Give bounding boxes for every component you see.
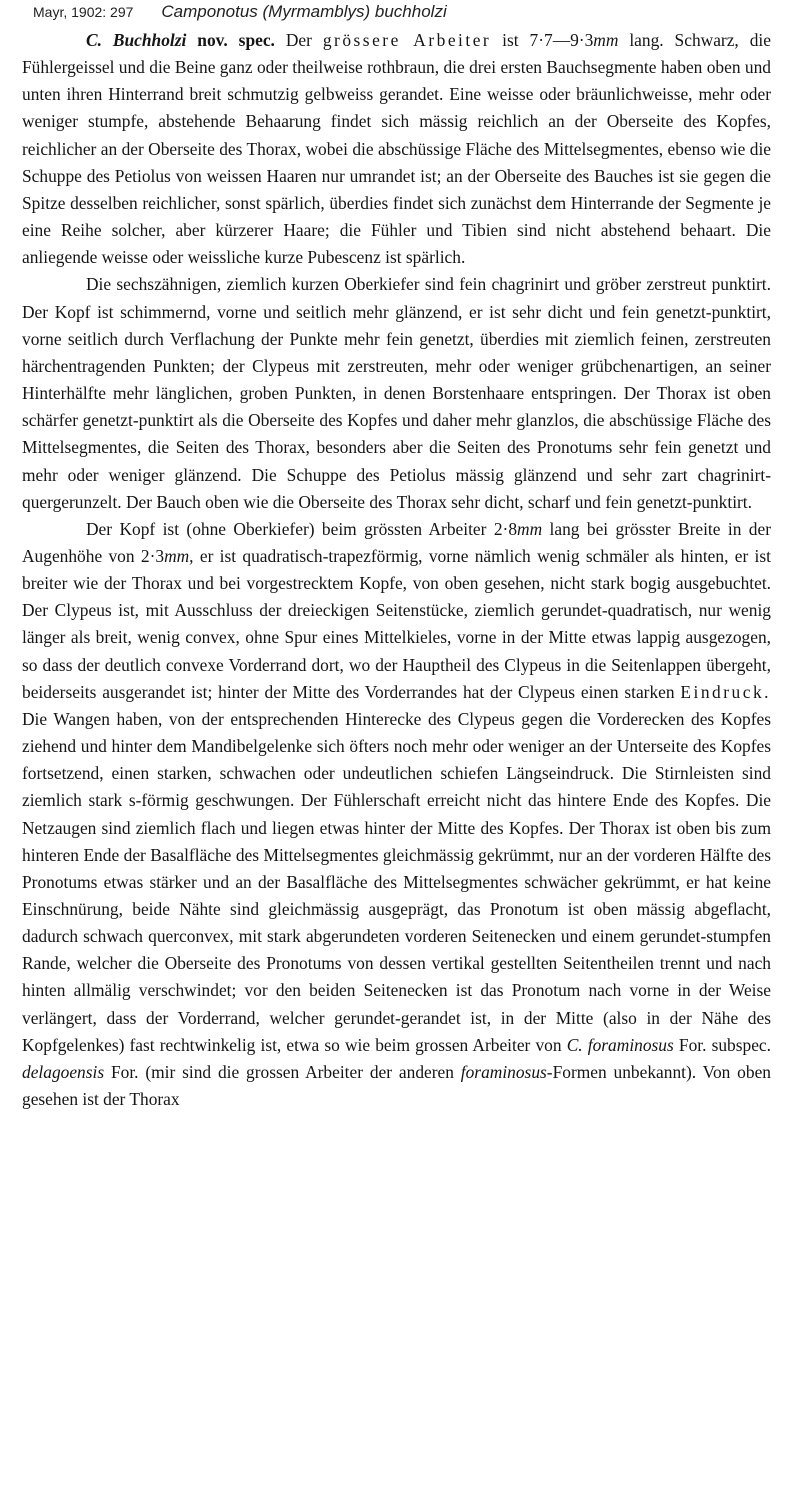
text-run: For. subspec. bbox=[673, 1034, 771, 1055]
paragraph-text: lang. Schwarz, die Fühlergeissel und die Beine ganz oder theilweise rothbraun, die drei ersten Bauchsegmente haben oben und unten ihren Hinterrand breit schmutzig gelbweiss gerandet. Eine weisse oder bräunlichweisse, mehr oder weniger stumpfe, abstehende Behaarung findet sich mässig reichlich an der Oberseite des Kopfes, reichlicher an der Oberseite des Thorax, wobei die abschüssige Fläche des Mittelsegmentes, ebenso wie die Schuppe des Petiolus von weissen Haaren nur umrandet ist; an der Oberseite des Bauches ist sie gegen die Spitze desselben reichlicher, sonst spärlich, überdies findet sich zunächst dem Hinterrande der Segmente je eine Reihe solcher, aber kürzerer Haare; die Fühler und Tibien sind nicht abstehend behaart. Die anliegende weisse oder weissliche kurze Pubescenz ist spärlich. bbox=[22, 30, 771, 268]
text-run: er ist quadratisch-trapezförmig, vorne nämlich wenig schmäler als hinten, er ist breiter wie der Thorax und bei vorgestrecktem Kopfe, von oben gesehen, nicht stark bogig ausgebuchtet. Der Clypeus ist, mit Ausschluss der dreieckigen Seitenstücke, ziemlich gerundet-quadratisch, nur wenig länger als breit, wenig convex, ohne Spur eines Mittelkieles, vorne in der Mitte etwas lappig ausgezogen, so dass der deutlich convexe Vorderrand dort, wo der Hauptheil des Clypeus in die Seitenlappen übergeht, beiderseits ausgerandet ist; hinter der Mitte des Vorderrandes hat der Clypeus einen starken bbox=[22, 545, 771, 702]
page-header bbox=[33, 2, 447, 24]
taxon-reference: delagoensis bbox=[22, 1061, 105, 1082]
document-body bbox=[22, 27, 771, 1113]
text-run: lang bei grösster Breite in der Augenhöhe von 2·3 bbox=[22, 518, 771, 566]
unit-mm: mm, bbox=[164, 545, 194, 566]
text-run: Die Wangen haben, von der entsprechenden Hinterecke des Clypeus gegen die Vorderecken des Kopfes ziehend und hinter dem Mandibelgelenke sich öfters noch mehr oder weniger an der Unterseite des Kopfes fortsetzend, einen starken, schwachen oder undeutlichen schiefen Längseindruck. Die Stirnleisten sind ziemlich stark s-förmig geschwungen. Der Fühlerschaft erreicht nicht das hintere Ende des Kopfes. Die Netzaugen sind ziemlich flach und liegen etwas hinter der Mitte des Kopfes. Der Thorax ist oben bis zum hinteren Ende der Basalfläche des Mittelsegmentes gleichmässig gekrümmt, nur an der vorderen Hälfte des Pronotums etwas stärker und an der Basalfläche des Mittelsegmentes schwächer gekrümmt, er hat keine Einschnürung, beide Nähte sind gleichmässig ausgeprägt, das Pronotum ist oben mässig abgeflacht, dadurch schwach querconvex, mit stark abgerundeten vorderen Seitenecken und einem gerundet-stumpfen Rande, welcher die Oberseite des Pronotums von dessen vertikal gestellten Seitentheilen trennt und nach hinten allmälig verschwindet; vor den beiden Seitenecken ist das Pronotum nach vorne in der Weise verlängert, dass der Vorderrand, welcher gerundet-gerandet ist, in der Mitte (also in der Nähe des Kopfgelenkes) fast rechtwinkelig ist, etwa so wie beim grossen Arbeiter von bbox=[22, 708, 771, 1055]
text-run: For. (mir sind die grossen Arbeiter der anderen bbox=[104, 1061, 461, 1082]
nomenclature-status: nov. spec. bbox=[197, 30, 275, 50]
caste-label: grössere Arbeiter bbox=[322, 30, 492, 50]
text-run: -Formen unbekannt). Von oben gesehen ist der Thorax bbox=[22, 1061, 771, 1110]
size-range: ist 7·7—9·3 bbox=[502, 30, 594, 50]
paragraph-morphology bbox=[22, 516, 771, 1113]
genus-abbrev: C. bbox=[86, 30, 102, 50]
taxon-reference: C. foraminosus bbox=[566, 1034, 674, 1055]
taxon-title: Camponotus (Myrmamblys) buchholzi bbox=[161, 2, 447, 21]
citation-reference: Mayr, 1902: 297 bbox=[33, 4, 134, 20]
intro-word: Der bbox=[285, 30, 312, 50]
taxon-reference: foraminosus bbox=[460, 1061, 547, 1082]
paragraph-sculpture: Die sechszähnigen, ziemlich kurzen Oberkiefer sind fein chagrinirt und gröber zerstreut punktirt. Der Kopf ist schimmernd, vorne und seitlich mehr glänzend, er ist sehr dicht und fein genetzt-punktirt, vorne seitlich durch Verflachung der Punkte mehr fein genetzt, überdies mit ziemlich feinen, zerstreuten härchentragenden Punkten; der Clypeus mit zerstreuten, mehr oder weniger grübchenartigen, an seiner Hinterhälfte mehr länglichen, groben Punkten, in denen Borstenhaare entspringen. Der Thorax ist oben schärfer genetzt-punktirt als die Oberseite des Kopfes und daher mehr glanzlos, die abschüssige Fläche des Mittelsegmentes, die Seiten des Thorax, besonders aber die Seiten des Pronotums sehr fein genetzt und mehr oder weniger glänzend. Die Schuppe des Petiolus mässig glänzend und sehr zart chagrinirt-quergerunzelt. Der Bauch oben wie die Oberseite des Thorax sehr dicht, scharf und fein genetzt-punktirt. bbox=[22, 274, 771, 512]
species-name: Buchholzi bbox=[112, 30, 187, 50]
unit-mm: mm bbox=[593, 30, 619, 50]
emphasized-word: Eindruck. bbox=[680, 681, 771, 702]
unit-mm: mm bbox=[517, 518, 543, 539]
paragraph-description bbox=[22, 27, 771, 271]
text-run: Der Kopf ist (ohne Oberkiefer) beim grössten Arbeiter 2·8 bbox=[86, 518, 518, 539]
